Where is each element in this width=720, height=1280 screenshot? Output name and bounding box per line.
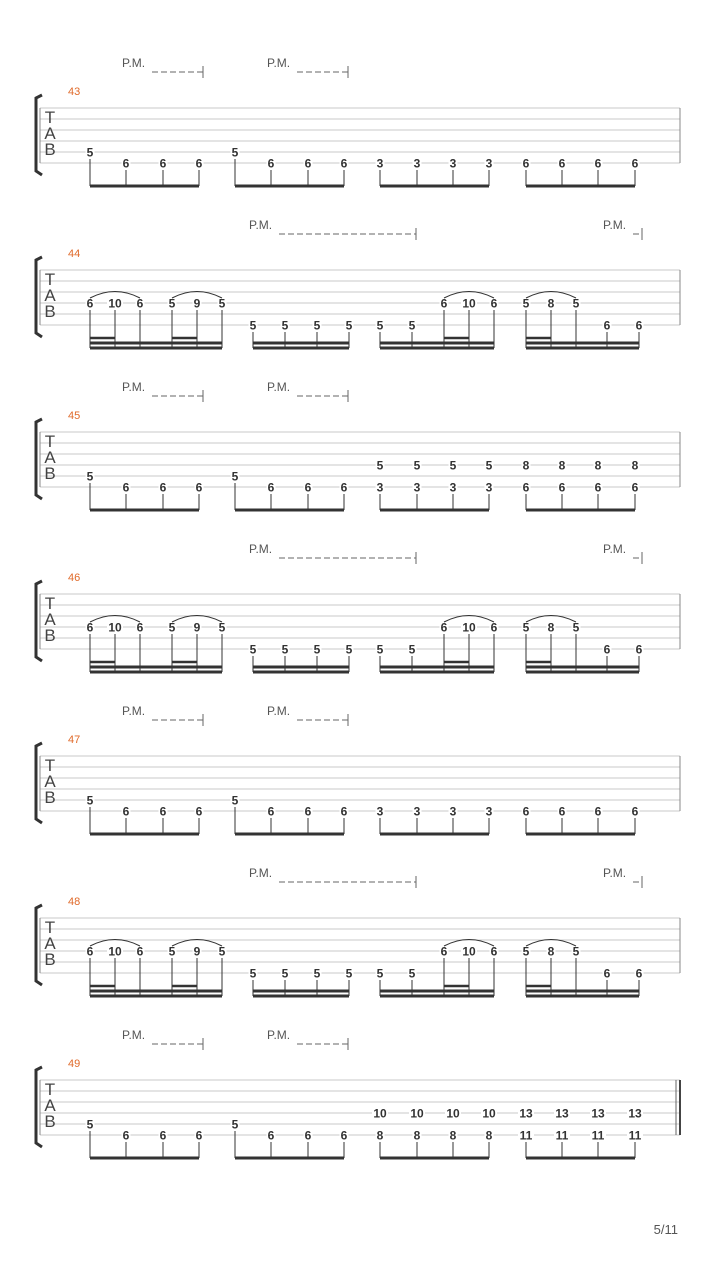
fret-number: 6 bbox=[195, 804, 203, 819]
measure-number: 46 bbox=[68, 572, 81, 584]
fret-number: 6 bbox=[122, 804, 130, 819]
tab-clef-letter: B bbox=[44, 1112, 56, 1131]
fret-number: 5 bbox=[281, 966, 289, 981]
fret-number: 5 bbox=[376, 458, 384, 473]
fret-number: 6 bbox=[195, 1128, 203, 1143]
fret-number: 6 bbox=[159, 156, 167, 171]
fret-number: 5 bbox=[572, 944, 580, 959]
fret-number: 6 bbox=[122, 156, 130, 171]
palm-mute-label: P.M. bbox=[122, 704, 146, 718]
fret-number: 6 bbox=[631, 156, 639, 171]
fret-number: 5 bbox=[281, 318, 289, 333]
palm-mute-label: P.M. bbox=[267, 1028, 291, 1042]
fret-number: 5 bbox=[345, 642, 353, 657]
measure-number: 45 bbox=[68, 410, 81, 422]
fret-number: 13 bbox=[628, 1106, 642, 1121]
fret-number: 6 bbox=[558, 156, 566, 171]
fret-number: 8 bbox=[631, 458, 639, 473]
fret-number: 6 bbox=[136, 944, 144, 959]
fret-number: 6 bbox=[635, 966, 643, 981]
fret-number: 5 bbox=[86, 145, 94, 160]
fret-number: 6 bbox=[267, 480, 275, 495]
fret-number: 6 bbox=[603, 318, 611, 333]
fret-number: 6 bbox=[558, 804, 566, 819]
fret-number: 8 bbox=[547, 620, 555, 635]
fret-number: 3 bbox=[485, 156, 493, 171]
fret-number: 8 bbox=[413, 1128, 421, 1143]
fret-number: 6 bbox=[522, 804, 530, 819]
fret-number: 6 bbox=[304, 1128, 312, 1143]
fret-number: 10 bbox=[108, 296, 122, 311]
fret-number: 5 bbox=[522, 944, 530, 959]
fret-number: 6 bbox=[122, 480, 130, 495]
fret-number: 8 bbox=[522, 458, 530, 473]
fret-number: 3 bbox=[449, 156, 457, 171]
fret-number: 5 bbox=[522, 620, 530, 635]
fret-number: 5 bbox=[313, 318, 321, 333]
measure-number: 47 bbox=[68, 734, 81, 746]
fret-number: 9 bbox=[193, 944, 201, 959]
fret-number: 6 bbox=[440, 296, 448, 311]
fret-number: 11 bbox=[555, 1128, 569, 1143]
fret-number: 6 bbox=[635, 642, 643, 657]
fret-number: 3 bbox=[449, 480, 457, 495]
fret-number: 10 bbox=[108, 620, 122, 635]
fret-number: 3 bbox=[485, 804, 493, 819]
tab-clef-letter: A bbox=[44, 772, 56, 791]
tab-clef-letter: T bbox=[44, 432, 56, 451]
fret-number: 6 bbox=[558, 480, 566, 495]
palm-mute-label: P.M. bbox=[603, 542, 627, 556]
fret-number: 6 bbox=[195, 480, 203, 495]
fret-number: 3 bbox=[413, 480, 421, 495]
tab-clef-letter: B bbox=[44, 302, 56, 321]
tab-clef-letter: A bbox=[44, 286, 56, 305]
fret-number: 5 bbox=[313, 966, 321, 981]
fret-number: 5 bbox=[345, 966, 353, 981]
fret-number: 6 bbox=[635, 318, 643, 333]
fret-number: 10 bbox=[446, 1106, 460, 1121]
fret-number: 6 bbox=[159, 1128, 167, 1143]
fret-number: 6 bbox=[594, 804, 602, 819]
palm-mute-label: P.M. bbox=[249, 866, 273, 880]
fret-number: 6 bbox=[522, 480, 530, 495]
fret-number: 5 bbox=[313, 642, 321, 657]
fret-number: 6 bbox=[440, 620, 448, 635]
tab-clef-letter: A bbox=[44, 124, 56, 143]
fret-number: 10 bbox=[462, 620, 476, 635]
fret-number: 5 bbox=[218, 944, 226, 959]
fret-number: 6 bbox=[304, 804, 312, 819]
tab-clef-letter: A bbox=[44, 448, 56, 467]
fret-number: 5 bbox=[408, 642, 416, 657]
fret-number: 13 bbox=[591, 1106, 605, 1121]
palm-mute-label: P.M. bbox=[267, 56, 291, 70]
fret-number: 6 bbox=[304, 480, 312, 495]
fret-number: 13 bbox=[519, 1106, 533, 1121]
fret-number: 5 bbox=[231, 469, 239, 484]
fret-number: 6 bbox=[594, 480, 602, 495]
palm-mute-label: P.M. bbox=[267, 380, 291, 394]
fret-number: 5 bbox=[249, 966, 257, 981]
fret-number: 5 bbox=[249, 318, 257, 333]
tab-clef-letter: A bbox=[44, 1096, 56, 1115]
palm-mute-label: P.M. bbox=[603, 866, 627, 880]
fret-number: 10 bbox=[462, 944, 476, 959]
fret-number: 5 bbox=[168, 944, 176, 959]
fret-number: 9 bbox=[193, 296, 201, 311]
fret-number: 13 bbox=[555, 1106, 569, 1121]
fret-number: 6 bbox=[440, 944, 448, 959]
fret-number: 3 bbox=[376, 804, 384, 819]
fret-number: 5 bbox=[86, 793, 94, 808]
tab-clef-letter: T bbox=[44, 1080, 56, 1099]
fret-number: 8 bbox=[594, 458, 602, 473]
fret-number: 3 bbox=[413, 804, 421, 819]
fret-number: 6 bbox=[340, 480, 348, 495]
fret-number: 6 bbox=[267, 156, 275, 171]
fret-number: 5 bbox=[218, 296, 226, 311]
fret-number: 5 bbox=[231, 793, 239, 808]
fret-number: 8 bbox=[558, 458, 566, 473]
fret-number: 10 bbox=[373, 1106, 387, 1121]
fret-number: 5 bbox=[408, 318, 416, 333]
fret-number: 5 bbox=[376, 642, 384, 657]
fret-number: 5 bbox=[376, 318, 384, 333]
fret-number: 5 bbox=[376, 966, 384, 981]
fret-number: 3 bbox=[449, 804, 457, 819]
palm-mute-label: P.M. bbox=[249, 542, 273, 556]
fret-number: 3 bbox=[413, 156, 421, 171]
fret-number: 8 bbox=[376, 1128, 384, 1143]
fret-number: 6 bbox=[86, 296, 94, 311]
fret-number: 6 bbox=[490, 620, 498, 635]
tab-clef-letter: T bbox=[44, 270, 56, 289]
fret-number: 8 bbox=[547, 944, 555, 959]
fret-number: 5 bbox=[249, 642, 257, 657]
fret-number: 6 bbox=[631, 480, 639, 495]
measure-number: 48 bbox=[68, 896, 81, 908]
tab-clef-letter: A bbox=[44, 610, 56, 629]
palm-mute-label: P.M. bbox=[122, 380, 146, 394]
tab-clef-letter: B bbox=[44, 950, 56, 969]
fret-number: 5 bbox=[218, 620, 226, 635]
tab-clef-letter: T bbox=[44, 108, 56, 127]
fret-number: 5 bbox=[345, 318, 353, 333]
tab-clef-letter: B bbox=[44, 140, 56, 159]
measure-number: 49 bbox=[68, 1058, 81, 1070]
fret-number: 10 bbox=[462, 296, 476, 311]
fret-number: 6 bbox=[340, 156, 348, 171]
fret-number: 6 bbox=[522, 156, 530, 171]
fret-number: 6 bbox=[490, 944, 498, 959]
fret-number: 5 bbox=[572, 620, 580, 635]
tab-clef-letter: T bbox=[44, 594, 56, 613]
fret-number: 5 bbox=[231, 145, 239, 160]
fret-number: 5 bbox=[281, 642, 289, 657]
fret-number: 3 bbox=[376, 480, 384, 495]
fret-number: 6 bbox=[159, 480, 167, 495]
palm-mute-label: P.M. bbox=[122, 56, 146, 70]
fret-number: 11 bbox=[591, 1128, 605, 1143]
fret-number: 6 bbox=[195, 156, 203, 171]
fret-number: 6 bbox=[490, 296, 498, 311]
fret-number: 6 bbox=[603, 966, 611, 981]
fret-number: 5 bbox=[572, 296, 580, 311]
fret-number: 10 bbox=[108, 944, 122, 959]
fret-number: 3 bbox=[485, 480, 493, 495]
fret-number: 5 bbox=[231, 1117, 239, 1132]
palm-mute-label: P.M. bbox=[122, 1028, 146, 1042]
fret-number: 6 bbox=[136, 296, 144, 311]
fret-number: 6 bbox=[267, 1128, 275, 1143]
fret-number: 8 bbox=[547, 296, 555, 311]
fret-number: 6 bbox=[340, 804, 348, 819]
palm-mute-label: P.M. bbox=[249, 218, 273, 232]
fret-number: 6 bbox=[86, 620, 94, 635]
fret-number: 6 bbox=[136, 620, 144, 635]
fret-number: 5 bbox=[413, 458, 421, 473]
fret-number: 10 bbox=[482, 1106, 496, 1121]
fret-number: 11 bbox=[628, 1128, 642, 1143]
tab-clef-letter: B bbox=[44, 464, 56, 483]
fret-number: 9 bbox=[193, 620, 201, 635]
page-number: 5/11 bbox=[653, 1222, 678, 1237]
palm-mute-label: P.M. bbox=[603, 218, 627, 232]
tab-clef-letter: T bbox=[44, 918, 56, 937]
tab-clef-letter: T bbox=[44, 756, 56, 775]
fret-number: 6 bbox=[603, 642, 611, 657]
fret-number: 3 bbox=[376, 156, 384, 171]
palm-mute-label: P.M. bbox=[267, 704, 291, 718]
fret-number: 11 bbox=[519, 1128, 533, 1143]
fret-number: 8 bbox=[485, 1128, 493, 1143]
fret-number: 6 bbox=[594, 156, 602, 171]
fret-number: 8 bbox=[449, 1128, 457, 1143]
measure-number: 44 bbox=[68, 248, 81, 260]
fret-number: 6 bbox=[159, 804, 167, 819]
fret-number: 5 bbox=[86, 469, 94, 484]
fret-number: 5 bbox=[522, 296, 530, 311]
measure-number: 43 bbox=[68, 86, 81, 98]
fret-number: 5 bbox=[168, 296, 176, 311]
fret-number: 6 bbox=[122, 1128, 130, 1143]
fret-number: 6 bbox=[340, 1128, 348, 1143]
fret-number: 5 bbox=[408, 966, 416, 981]
fret-number: 6 bbox=[304, 156, 312, 171]
fret-number: 5 bbox=[485, 458, 493, 473]
tab-clef-letter: A bbox=[44, 934, 56, 953]
fret-number: 5 bbox=[168, 620, 176, 635]
fret-number: 6 bbox=[631, 804, 639, 819]
fret-number: 5 bbox=[449, 458, 457, 473]
tab-clef-letter: B bbox=[44, 788, 56, 807]
fret-number: 6 bbox=[86, 944, 94, 959]
fret-number: 5 bbox=[86, 1117, 94, 1132]
fret-number: 10 bbox=[410, 1106, 424, 1121]
fret-number: 6 bbox=[267, 804, 275, 819]
tab-clef-letter: B bbox=[44, 626, 56, 645]
